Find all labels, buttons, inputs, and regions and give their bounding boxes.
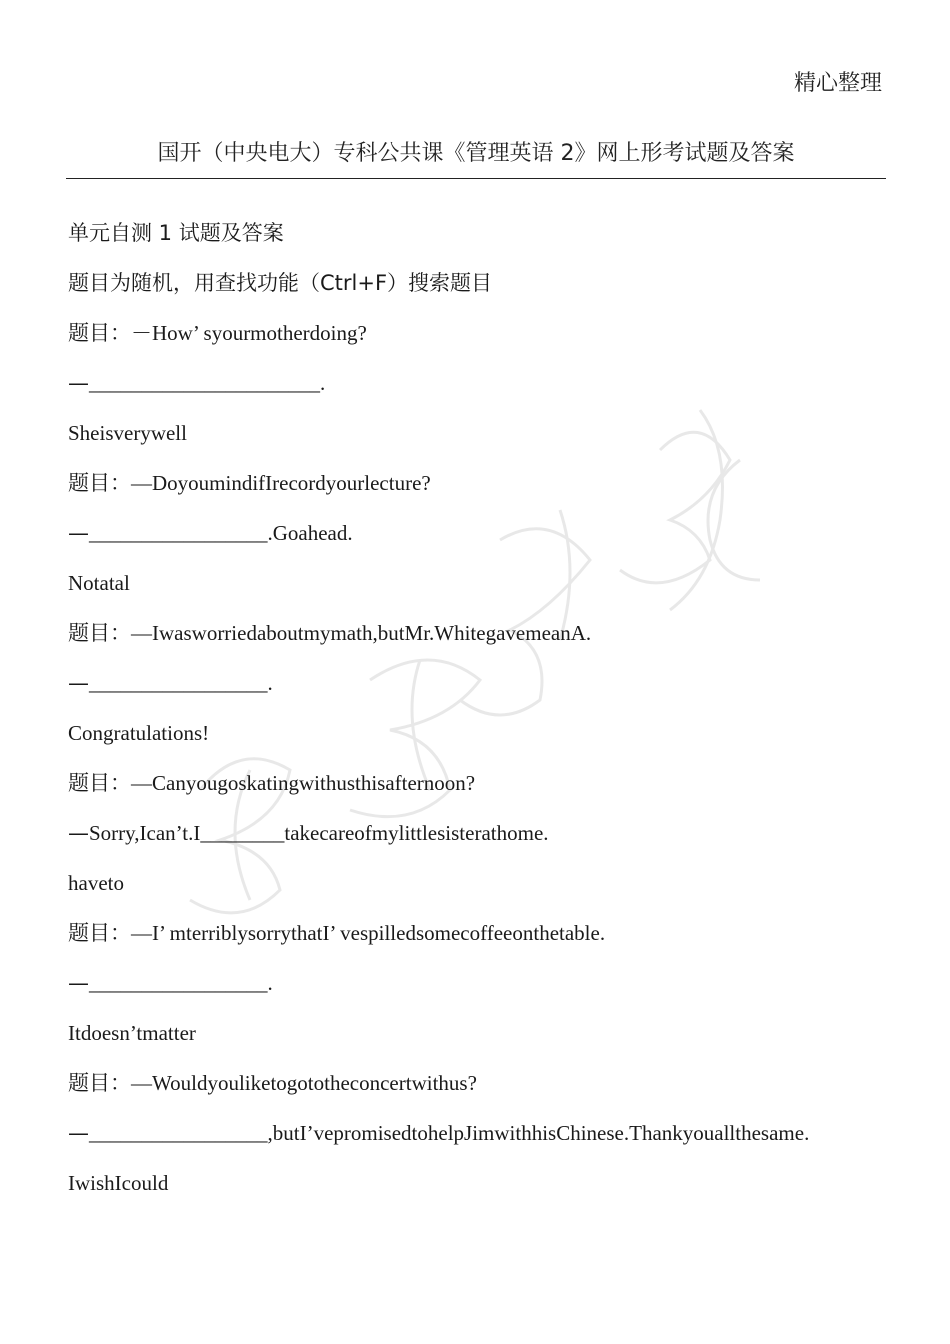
section-instruction: 题目为随机，用查找功能（Ctrl+F）搜索题目 (68, 271, 493, 295)
blank-line-text: _________________. (89, 971, 273, 995)
question-blank-6 (68, 1116, 888, 1166)
question-label: 题目： (68, 621, 131, 645)
dash-mark: — (68, 371, 89, 395)
question-blank-3 (68, 666, 888, 716)
blank-line-text: _________________,butI’vepromisedtohelpJimwithhisChinese.Thankyouallthesame. (89, 1121, 810, 1145)
question-prompt-text: —Iwasworriedaboutmymath,butMr.WhitegavemeanA. (131, 621, 592, 645)
blank-line-text: ______________________. (89, 371, 326, 395)
question-prompt-text: —I’ mterriblysorrythatI’ vespilledsomecoffeeonthetable. (131, 921, 606, 945)
question-answer-6: IwishIcould (68, 1171, 169, 1195)
question-prompt-text: －How’ syourmotherdoing? (131, 321, 367, 345)
blank-line-text: Sorry,Ican’t.I________takecareofmylittlesisterathome. (89, 821, 549, 845)
question-answer-3: Congratulations! (68, 721, 210, 745)
question-blank-2 (68, 516, 888, 566)
question-answer-2: Notatal (68, 571, 130, 595)
question-prompt-4 (68, 766, 888, 816)
dash-mark: — (68, 521, 89, 545)
header-tag: 精心整理 (793, 71, 882, 96)
dash-mark: — (68, 821, 89, 845)
blank-line-text: _________________.Goahead. (89, 521, 353, 545)
question-prompt-text: —DoyoumindifIrecordyourlecture? (131, 471, 431, 495)
question-prompt-text: —Canyougoskatingwithusthisafternoon? (131, 771, 476, 795)
question-blank-1 (68, 366, 888, 416)
question-label: 题目： (68, 471, 131, 495)
question-label: 题目： (68, 771, 131, 795)
question-prompt-1 (68, 316, 888, 366)
dash-mark: — (68, 971, 89, 995)
question-label: 题目： (68, 921, 131, 945)
section-heading: 单元自测 1 试题及答案 (68, 221, 284, 245)
question-label: 题目： (68, 321, 131, 345)
document-body (68, 216, 888, 1216)
dash-mark: — (68, 1121, 89, 1145)
page-title: 国开（中央电大）专科公共课《管理英语 2》网上形考试题及答案 (157, 141, 795, 166)
question-blank-5 (68, 966, 888, 1016)
question-prompt-3 (68, 616, 888, 666)
question-answer-1: Sheisverywell (68, 421, 187, 445)
question-label: 题目： (68, 1071, 131, 1095)
question-blank-4 (68, 816, 888, 866)
question-prompt-6 (68, 1066, 888, 1116)
blank-line-text: _________________. (89, 671, 273, 695)
question-answer-5: Itdoesn’tmatter (68, 1021, 196, 1045)
dash-mark: — (68, 671, 89, 695)
question-prompt-2 (68, 466, 888, 516)
question-answer-4: haveto (68, 871, 124, 895)
question-prompt-text: —Wouldyouliketogototheconcertwithus? (131, 1071, 477, 1095)
question-prompt-5 (68, 916, 888, 966)
title-divider (66, 178, 886, 179)
